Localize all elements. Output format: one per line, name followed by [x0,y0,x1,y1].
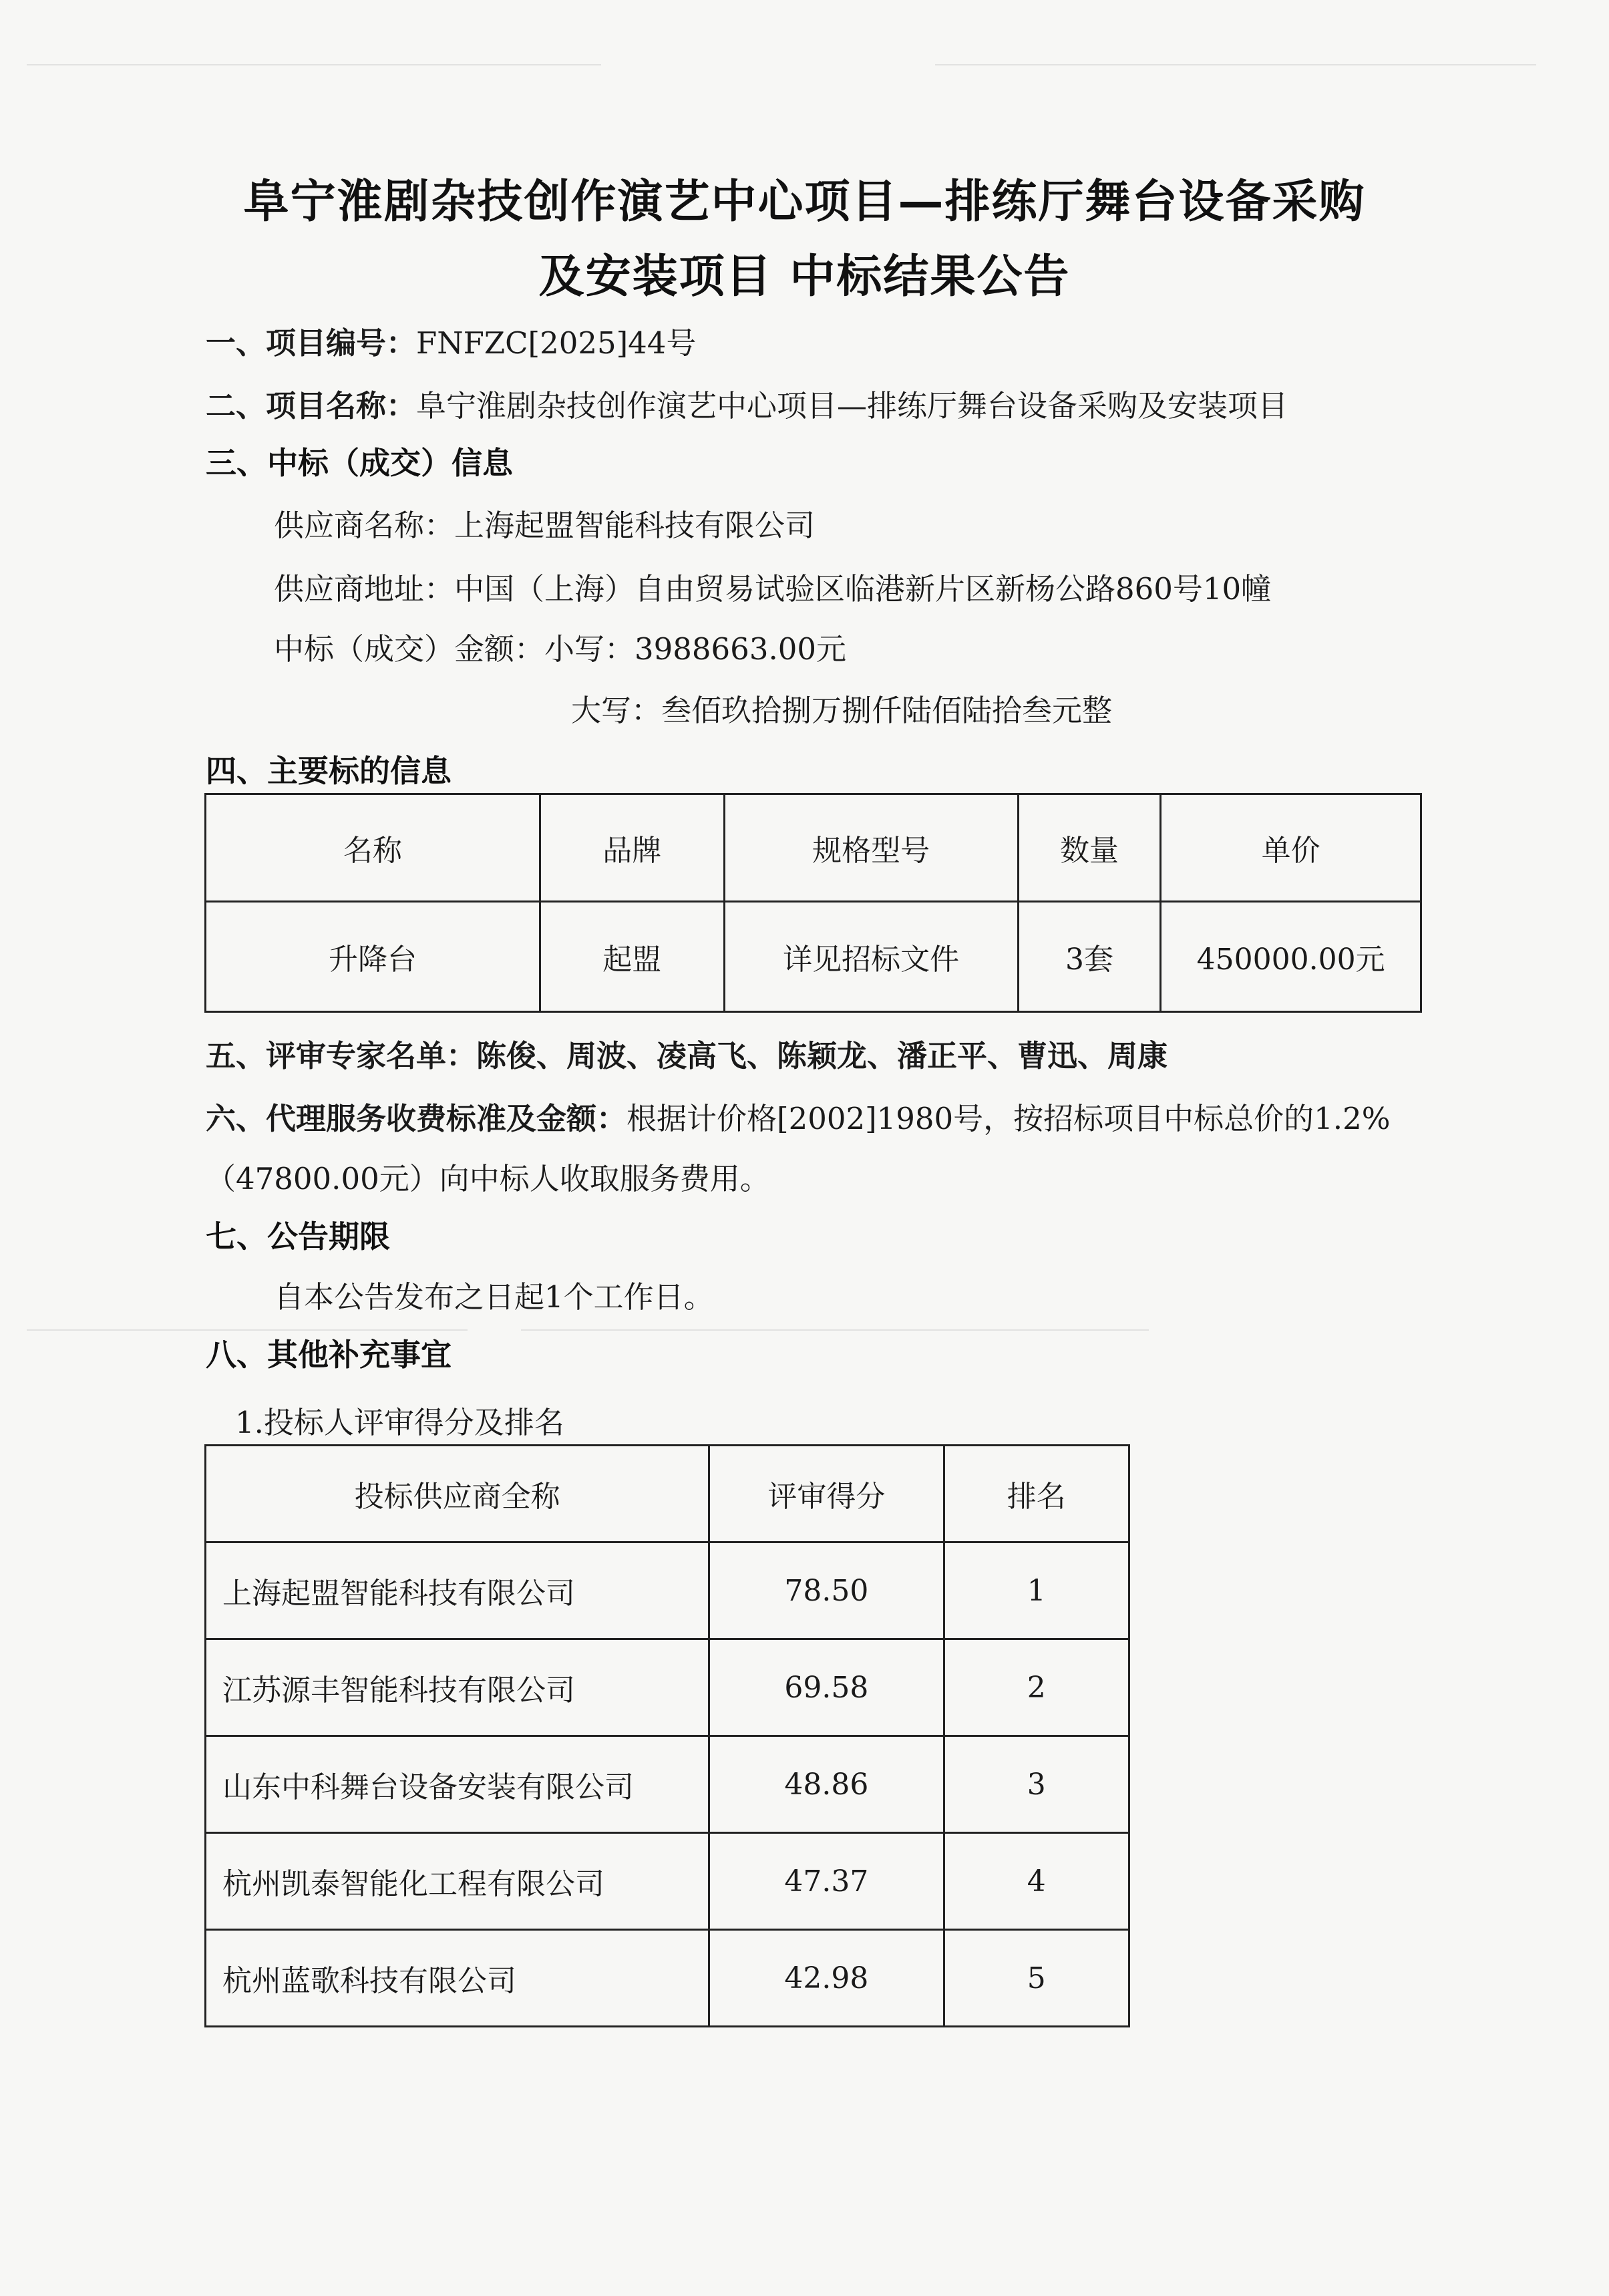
amount-big-value: 叁佰玖拾捌万捌仟陆佰陆拾叁元整 [661,693,1113,728]
item-unit-price-cell: 450000.00元 [1161,902,1421,1012]
agency-fee-value-line1: 根据计价格[2002]1980号，按招标项目中标总价的1.2% [627,1101,1391,1136]
project-name-label: 二、项目名称： [206,388,417,424]
project-name-line [206,381,1288,425]
bidder-score-cell: 42.98 [709,1930,944,2027]
item-model-cell: 详见招标文件 [724,902,1018,1012]
scan-artifact [27,64,601,65]
agency-fee-line2 [206,1154,770,1198]
table-row [206,902,1421,1012]
bidder-name-cell: 上海起盟智能科技有限公司 [206,1542,709,1639]
experts-value: 陈俊、周波、凌高飞、陈颖龙、潘正平、曹迅、周康 [476,1038,1168,1074]
amount-small-label: 小写： [544,631,635,667]
award-amount-label: 中标（成交）金额： [274,631,545,667]
item-brand-cell: 起盟 [540,902,725,1012]
bidder-rank-cell: 5 [944,1930,1129,2027]
experts-label: 五、评审专家名单： [206,1038,477,1074]
bidder-name-cell: 山东中科舞台设备安装有限公司 [206,1736,709,1833]
bidder-name-cell: 杭州蓝歌科技有限公司 [206,1930,709,2027]
agency-fee-label: 六、代理服务收费标准及金额： [206,1101,627,1136]
amount-small-value: 3988663.00元 [635,631,847,667]
bidder-scores-table [204,1444,1130,2027]
supplementary-heading: 八、其他补充事宜 [206,1337,452,1373]
agency-fee-value-line2: （47800.00元）向中标人收取服务费用。 [206,1161,770,1196]
item-quantity-cell: 3套 [1018,902,1161,1012]
bidder-score-cell: 78.50 [709,1542,944,1639]
bidder-rank-cell: 4 [944,1833,1129,1930]
supplier-name-line [274,501,815,544]
experts-line [206,1031,1168,1075]
bidder-rank-cell: 2 [944,1639,1129,1736]
supplier-name-label: 供应商名称： [274,508,455,543]
amount-big-line [571,686,1112,729]
amount-big-label: 大写： [571,693,662,728]
announcement-period-heading: 七、公告期限 [206,1218,390,1255]
project-name-value: 阜宁淮剧杂技创作演艺中心项目—排练厅舞台设备采购及安装项目 [416,388,1288,424]
award-amount-line [274,625,846,668]
award-info-heading: 三、中标（成交）信息 [206,445,513,481]
column-header-quantity: 数量 [1018,794,1161,902]
table-row [206,1542,1129,1639]
agency-fee-line1 [206,1094,1391,1138]
scan-artifact [935,64,1536,65]
column-header-bidder: 投标供应商全称 [206,1446,709,1542]
bidder-score-cell: 48.86 [709,1736,944,1833]
bidder-name-cell: 江苏源丰智能科技有限公司 [206,1639,709,1736]
column-header-rank: 排名 [944,1446,1129,1542]
bidder-name-cell: 杭州凯泰智能化工程有限公司 [206,1833,709,1930]
bidder-rank-cell: 1 [944,1542,1129,1639]
scan-artifact [521,1329,1149,1331]
table-row [206,1639,1129,1736]
supplier-address-value: 中国（上海）自由贸易试验区临港新片区新杨公路860号10幢 [454,571,1272,607]
column-header-brand: 品牌 [540,794,725,902]
project-number-line [206,319,696,362]
supplier-address-label: 供应商地址： [274,571,455,607]
scores-subheading: 1.投标人评审得分及排名 [235,1405,564,1440]
column-header-name: 名称 [206,794,540,902]
document-title-line2: 及安装项目 中标结果公告 [538,251,1071,303]
bidder-score-cell: 47.37 [709,1833,944,1930]
item-name-cell: 升降台 [206,902,540,1012]
main-items-heading: 四、主要标的信息 [206,753,452,789]
bidder-score-cell: 69.58 [709,1639,944,1736]
table-row [206,1930,1129,2027]
document-title-line1: 阜宁淮剧杂技创作演艺中心项目—排练厅舞台设备采购 [243,176,1366,228]
supplier-address-line [274,564,1271,608]
column-header-unit-price: 单价 [1161,794,1421,902]
announcement-period-text: 自本公告发布之日起1个工作日。 [274,1279,714,1315]
column-header-score: 评审得分 [709,1446,944,1542]
table-header-row [206,794,1421,902]
table-row [206,1833,1129,1930]
project-number-value: FNFZC[2025]44号 [416,325,697,361]
main-items-table [204,793,1422,1013]
bidder-rank-cell: 3 [944,1736,1129,1833]
table-row [206,1736,1129,1833]
column-header-model: 规格型号 [724,794,1018,902]
supplier-name-value: 上海起盟智能科技有限公司 [454,508,816,543]
project-number-label: 一、项目编号： [206,325,417,361]
table-header-row [206,1446,1129,1542]
